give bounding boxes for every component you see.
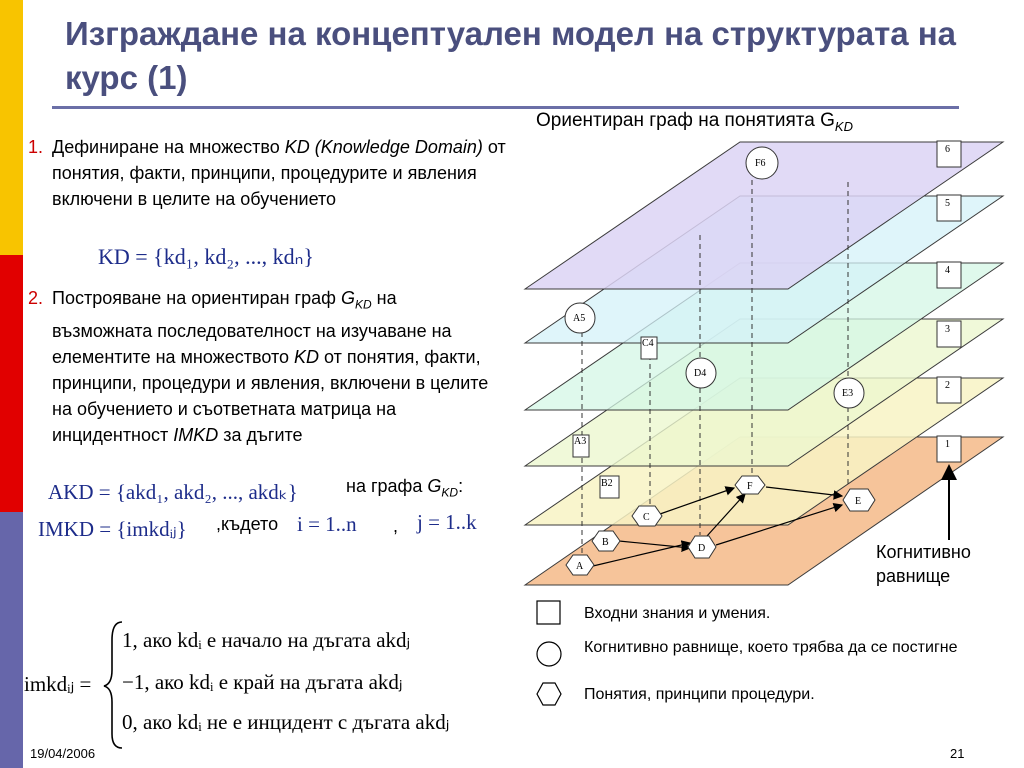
case-3: 0, ако kdᵢ не е инцидент с дъгата akdⱼ [122, 710, 450, 734]
kudeto-text: ,където [216, 514, 279, 534]
graph-title: Ориентиран граф на понятията $G_{KD}$ [536, 110, 853, 134]
svg-text:E: E [855, 496, 862, 507]
svg-text:F6: F6 [755, 158, 766, 169]
svg-text:3: 3 [945, 324, 950, 335]
svg-text:D: D [698, 543, 706, 554]
legend-hexagon-icon [537, 683, 561, 705]
svg-text:C: C [643, 512, 650, 523]
legend-hexagon-text: Понятия, принципи процедури. [584, 686, 815, 703]
list-item-text: Дефиниране на множество KD (Knowledge Domain) от понятия, факти, принципи, процедурите и явления включени в целите на обучението [52, 137, 506, 209]
footer-date: 19/04/2006 [30, 746, 96, 761]
svg-text:F: F [747, 481, 753, 492]
footer-page-number: 21 [950, 746, 965, 761]
legend-circle-text: Когнитивно равнище, което трябва да се постигне [584, 639, 958, 656]
formula-akd: AKD = {akd₁, akd₂, ..., akdₖ} [48, 480, 298, 504]
formula-kd: KD = {kd₁, kd₂, ..., kdₙ} [98, 244, 314, 269]
svg-text:4: 4 [945, 265, 950, 276]
legend-square-icon [537, 601, 560, 624]
svg-text:1: 1 [945, 439, 950, 450]
svg-text:A: A [576, 561, 584, 572]
list-number: 2. [28, 288, 44, 308]
svg-text:2: 2 [945, 380, 950, 391]
cognitive-level-label: Когнитивно равнище [876, 542, 971, 586]
legend-square-text: Входни знания и умения. [584, 605, 771, 622]
svg-text:A3: A3 [574, 436, 587, 447]
formula-i-range: i = 1..n [297, 512, 357, 536]
svg-text:5: 5 [945, 198, 950, 209]
svg-text:6: 6 [945, 144, 950, 155]
svg-text:D4: D4 [694, 368, 707, 379]
list-number: 1. [28, 137, 44, 157]
list-item-text: Построяване на ориентиран граф $G_{KD}$ на възможната последователност на изучаване на елементите на множеството KD от понятия, факти, принципи, процедури и явления, включени в целите на обучението и съответната матрица на инцидентност IMKD за дъгите [52, 288, 489, 445]
na-grafa-text: на графа $G_{KD}$: [346, 476, 464, 500]
formula-imkd: IMKD = {imkdᵢⱼ} [38, 517, 187, 541]
svg-text:A5: A5 [573, 313, 586, 324]
svg-text:C4: C4 [642, 338, 654, 349]
comma-text: , [393, 516, 399, 536]
legend-circle-icon [537, 642, 561, 666]
svg-text:B2: B2 [601, 478, 613, 489]
svg-text:E3: E3 [842, 388, 854, 399]
slide-title: Изграждане на концептуален модел на структурата на курс (1) [65, 15, 957, 96]
svg-text:B: B [602, 537, 609, 548]
formula-j-range: j = 1..k [417, 510, 477, 534]
case-1: 1, ако kdᵢ е начало на дъгата akdⱼ [122, 628, 411, 652]
cases-lhs: imkdᵢⱼ = [24, 672, 92, 696]
case-2: −1, ако kdᵢ е край на дъгата akdⱼ [122, 670, 403, 694]
